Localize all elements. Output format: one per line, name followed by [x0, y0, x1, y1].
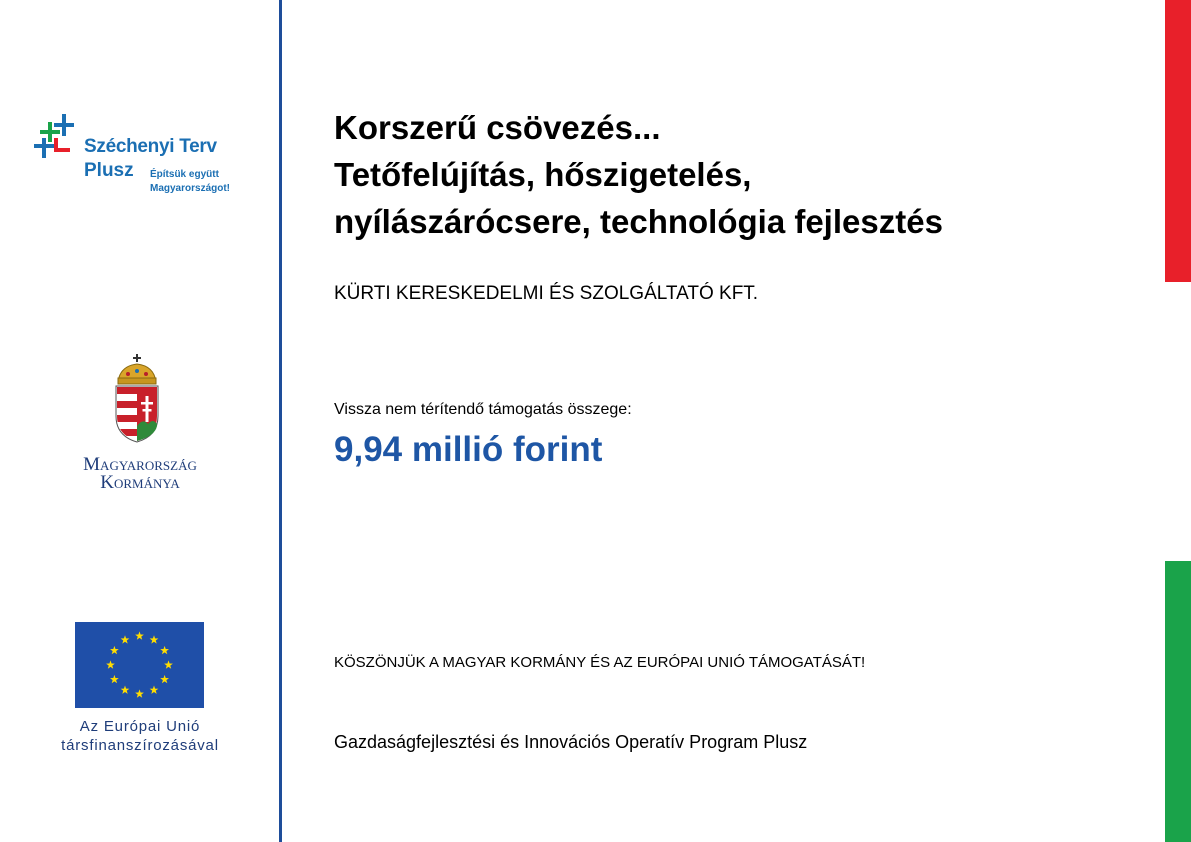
szechenyi-title: Széchenyi Terv — [84, 136, 217, 157]
grant-label: Vissza nem térítendő támogatás összege: — [334, 401, 632, 418]
headline-line-3: nyílászárócsere, technológia fejlesztés — [334, 203, 943, 240]
beneficiary-company: KÜRTI KERESKEDELMI ÉS SZOLGÁLTATÓ KFT. — [334, 283, 759, 304]
szechenyi-plus: Plusz — [84, 160, 134, 181]
government-line-2: Kormánya — [100, 472, 180, 493]
program-name: Gazdaságfejlesztési és Innovációs Operatív Program Plusz — [334, 732, 808, 752]
government-line-1: Magyarország — [83, 454, 197, 475]
hungarian-coat-of-arms-icon — [108, 354, 166, 444]
project-headline — [334, 104, 943, 245]
flag-stripe-green — [1165, 561, 1191, 842]
headline-line-1: Korszerű csövezés... — [334, 109, 661, 146]
eu-flag-icon — [75, 622, 204, 708]
eu-line-2: társfinanszírozásával — [61, 737, 219, 754]
vertical-divider — [279, 0, 282, 842]
grant-amount: 9,94 millió forint — [334, 430, 603, 469]
eu-line-1: Az Európai Unió — [79, 718, 201, 735]
thanks-text: KÖSZÖNJÜK A MAGYAR KORMÁNY ÉS AZ EURÓPAI UNIÓ TÁMOGATÁSÁT! — [334, 654, 866, 671]
szechenyi-slogan — [150, 168, 230, 196]
szechenyi-plus-mark-icon — [32, 112, 84, 168]
government-label — [60, 456, 220, 492]
headline-line-2: Tetőfelújítás, hőszigetelés, — [334, 156, 752, 193]
eu-caption — [45, 717, 235, 755]
szechenyi-logo — [32, 112, 257, 202]
slogan-line-2: Magyarországot! — [150, 183, 231, 194]
slogan-line-1: Építsük együtt — [150, 169, 219, 180]
flag-stripe-red — [1165, 0, 1191, 282]
